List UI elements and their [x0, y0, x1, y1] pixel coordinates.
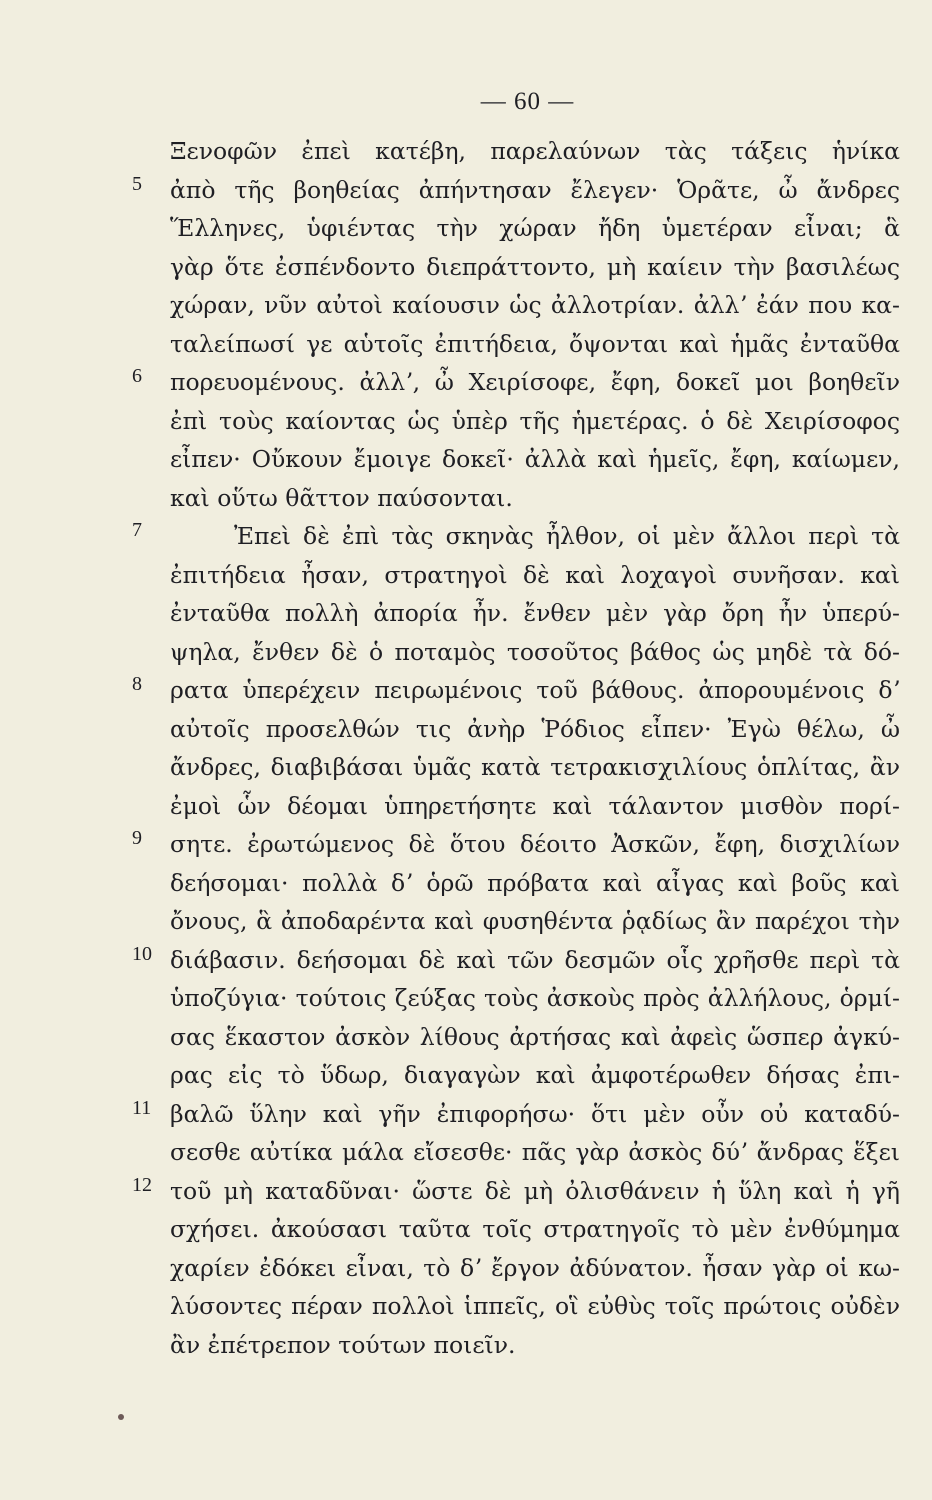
line-text: ὑποζύγια· τούτοις ζεύξας τοὺς ἀσκοὺς πρὸς ἀλλήλους, ὁρμί- — [170, 984, 900, 1012]
text-block — [132, 132, 900, 1364]
line-text: χώραν, νῦν αὐτοὶ καίουσιν ὡς ἀλλοτρίαν. ἀλλʼ ἐάν που κα- — [170, 291, 900, 319]
text-line — [170, 1287, 900, 1326]
line-text: Ἐπεὶ δὲ ἐπὶ τὰς σκηνὰς ἦλθον, οἱ μὲν ἄλλοι περὶ τὰ — [234, 522, 900, 550]
line-text: ἂν ἐπέτρεπον τούτων ποιεῖν. — [170, 1330, 516, 1359]
line-text: ἐπὶ τοὺς καίοντας ὡς ὑπὲρ τῆς ἡμετέρας. ὁ δὲ Χειρίσοφος — [170, 406, 900, 435]
line-text: δεήσομαι· πολλὰ δʼ ὁρῶ πρόβατα καὶ αἶγας καὶ βοῦς καὶ — [170, 868, 900, 897]
text-line — [170, 1210, 900, 1249]
text-line — [170, 1249, 900, 1288]
text-line — [170, 748, 900, 787]
line-text: ἀπὸ τῆς βοηθείας ἀπήντησαν ἔλεγεν· Ὁρᾶτε, ὦ ἄνδρες — [170, 175, 900, 204]
text-line — [170, 1056, 900, 1095]
line-text: ρας εἰς τὸ ὕδωρ, διαγαγὼν καὶ ἀμφοτέρωθεν δήσας ἐπι- — [170, 1061, 900, 1089]
text-line — [170, 902, 900, 941]
text-line — [170, 325, 900, 364]
section-number: 8 — [132, 673, 142, 695]
text-line — [170, 479, 900, 518]
line-text: σητε. ἐρωτώμενος δὲ ὅτου δέοιτο Ἀσκῶν, ἔφη, δισχιλίων — [170, 830, 900, 858]
line-text: ὄνους, ἃ ἀποδαρέντα καὶ φυσηθέντα ῥᾳδίως ἂν παρέχοι τὴν — [170, 907, 900, 935]
text-line — [170, 248, 900, 287]
text-line — [132, 1095, 900, 1134]
text-line — [170, 979, 900, 1018]
line-text: καὶ οὕτω θᾶττον παύσονται. — [170, 483, 513, 512]
line-text: εἶπεν· Οὔκουν ἔμοιγε δοκεῖ· ἀλλὰ καὶ ἡμεῖς, ἔφη, καίωμεν, — [170, 445, 900, 473]
line-text: λύσοντες πέραν πολλοὶ ἱππεῖς, οἳ εὐθὺς τοῖς πρώτοις οὐδὲν — [170, 1292, 900, 1320]
text-line — [170, 787, 900, 826]
text-line — [132, 363, 900, 402]
section-number: 11 — [132, 1096, 152, 1119]
text-line — [132, 825, 900, 864]
line-text: ψηλα, ἔνθεν δὲ ὁ ποταμὸς τοσοῦτος βάθος ὡς μηδὲ τὰ δό- — [170, 637, 900, 666]
section-number: 12 — [132, 1173, 152, 1196]
line-text: σας ἕκαστον ἀσκὸν λίθους ἀρτήσας καὶ ἀφεὶς ὥσπερ ἀγκύ- — [170, 1022, 900, 1051]
section-number: 6 — [132, 365, 142, 387]
text-line — [170, 594, 900, 633]
line-text: Ἕλληνες, ὑφιέντας τὴν χώραν ἤδη ὑμετέραν εἶναι; ἃ — [170, 214, 900, 242]
line-text: τοῦ μὴ καταδῦναι· ὥστε δὲ μὴ ὀλισθάνειν ἡ ὕλη καὶ ἡ γῆ — [170, 1176, 900, 1205]
text-line — [170, 1133, 900, 1172]
text-line — [170, 710, 900, 749]
text-line — [170, 402, 900, 441]
text-line — [170, 1326, 900, 1365]
text-line — [132, 941, 900, 980]
line-text: γὰρ ὅτε ἐσπένδοντο διεπράττοντο, μὴ καίειν τὴν βασιλέως — [170, 252, 900, 281]
section-number: 10 — [132, 942, 152, 965]
line-text: ἐπιτήδεια ἦσαν, στρατηγοὶ δὲ καὶ λοχαγοὶ συνῆσαν. καὶ — [170, 560, 900, 589]
text-line — [132, 171, 900, 210]
line-text: αὐτοῖς προσελθών τις ἀνὴρ Ῥόδιος εἶπεν· Ἐγὼ θέλω, ὦ — [170, 714, 900, 743]
text-line — [170, 132, 900, 171]
text-line — [170, 1018, 900, 1057]
text-line — [132, 517, 900, 556]
line-text: διάβασιν. δεήσομαι δὲ καὶ τῶν δεσμῶν οἷς χρῆσθε περὶ τὰ — [170, 945, 900, 974]
line-text: Ξενοφῶν ἐπεὶ κατέβη, παρελαύνων τὰς τάξεις ἡνίκα — [170, 137, 900, 165]
text-line — [132, 1172, 900, 1211]
line-text: χαρίεν ἐδόκει εἶναι, τὸ δʼ ἔργον ἀδύνατον. ἦσαν γὰρ οἱ κω- — [170, 1253, 900, 1282]
text-line — [170, 633, 900, 672]
line-text: ρατα ὑπερέχειν πειρωμένοις τοῦ βάθους. ἀπορουμένοις δʼ — [170, 676, 900, 704]
text-line — [132, 671, 900, 710]
line-text: ταλείπωσί γε αὑτοῖς ἐπιτήδεια, ὄψονται καὶ ἡμᾶς ἐνταῦθα — [170, 329, 900, 358]
section-number: 5 — [132, 172, 142, 195]
text-line — [170, 286, 900, 325]
section-number: 9 — [132, 827, 142, 849]
text-line — [170, 440, 900, 479]
line-text: βαλῶ ὕλην καὶ γῆν ἐπιφορήσω· ὅτι μὲν οὖν οὐ καταδύ- — [170, 1099, 900, 1128]
line-text: ἐμοὶ ὧν δέομαι ὑπηρετήσητε καὶ τάλαντον μισθὸν πορί- — [170, 791, 900, 820]
text-line — [170, 209, 900, 248]
ink-dot-mark — [118, 1414, 124, 1420]
text-line — [170, 864, 900, 903]
page-number: — 60 — — [480, 88, 575, 115]
line-text: ἐνταῦθα πολλὴ ἀπορία ἦν. ἔνθεν μὲν γὰρ ὄρη ἦν ὑπερύ- — [170, 599, 900, 627]
text-line — [170, 556, 900, 595]
line-text: σχήσει. ἀκούσασι ταῦτα τοῖς στρατηγοῖς τὸ μὲν ἐνθύμημα — [170, 1215, 900, 1243]
section-number: 7 — [132, 519, 142, 541]
line-text: πορευομένους. ἀλλʼ, ὦ Χειρίσοφε, ἔφη, δοκεῖ μοι βοηθεῖν — [170, 368, 900, 396]
line-text: σεσθε αὐτίκα μάλα εἴσεσθε· πᾶς γὰρ ἀσκὸς δύʼ ἄνδρας ἕξει — [170, 1138, 900, 1166]
line-text: ἄνδρες, διαβιβάσαι ὑμᾶς κατὰ τετρακισχιλίους ὁπλίτας, ἂν — [170, 753, 900, 781]
